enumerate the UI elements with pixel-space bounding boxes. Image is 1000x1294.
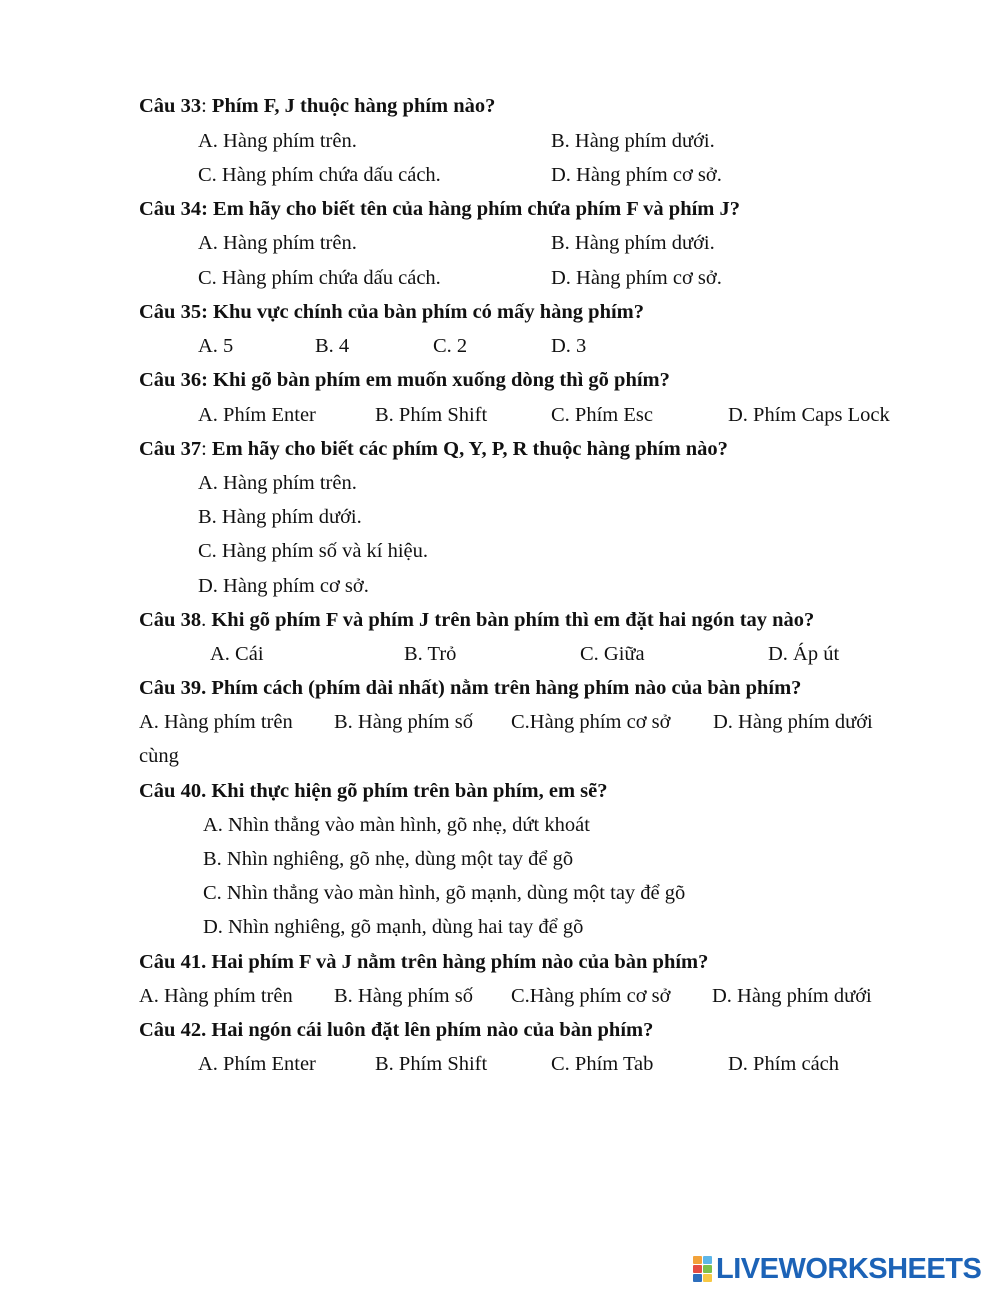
- liveworksheets-mark-icon: [693, 1256, 713, 1282]
- option-d[interactable]: D. Hàng phím dưới: [713, 711, 873, 733]
- logo-square: [693, 1274, 702, 1282]
- question-text: Hai ngón cái luôn đặt lên phím nào của bàn phím?: [206, 1019, 654, 1041]
- option-a[interactable]: A. Phím Enter: [198, 404, 316, 426]
- question-label: Câu 38: [139, 609, 202, 631]
- question-separator: :: [201, 198, 208, 220]
- question-label: Câu 42: [139, 1019, 202, 1041]
- option-b[interactable]: B. Hàng phím dưới.: [551, 130, 715, 152]
- option-d[interactable]: D. Hàng phím cơ sở.: [551, 164, 722, 186]
- question-separator: .: [201, 1019, 207, 1041]
- liveworksheets-logo: [693, 1254, 981, 1284]
- option-c[interactable]: C. Giữa: [580, 643, 645, 665]
- option-b[interactable]: B. Hàng phím dưới.: [551, 232, 715, 254]
- question-separator: .: [201, 677, 207, 699]
- question-40: [139, 778, 608, 804]
- question-label: Câu 40: [139, 780, 202, 802]
- option-a[interactable]: A. Hàng phím trên.: [198, 232, 357, 254]
- question-38: [139, 607, 814, 633]
- logo-square: [693, 1265, 702, 1273]
- question-36: [139, 367, 670, 393]
- option-d[interactable]: D. Phím Caps Lock: [728, 404, 890, 426]
- option-c[interactable]: C. 2: [433, 335, 468, 357]
- question-separator: :: [201, 438, 207, 460]
- option-d[interactable]: D. 3: [551, 335, 587, 357]
- option-d[interactable]: D. Hàng phím dưới: [712, 985, 872, 1007]
- option-a[interactable]: A. Hàng phím trên: [139, 985, 293, 1007]
- question-text: Em hãy cho biết tên của hàng phím chứa phím F và phím J?: [207, 198, 741, 220]
- question-text: Khi thực hiện gõ phím trên bàn phím, em sẽ?: [206, 780, 608, 802]
- option-a[interactable]: A. 5: [198, 335, 234, 357]
- question-label: Câu 34: [139, 198, 202, 220]
- question-separator: .: [201, 951, 207, 973]
- question-separator: :: [201, 301, 208, 323]
- option-d[interactable]: D. Áp út: [768, 643, 840, 665]
- logo-square: [703, 1265, 712, 1273]
- question-separator: .: [201, 609, 207, 631]
- question-label: Câu 36: [139, 369, 202, 391]
- option-a[interactable]: A. Cái: [210, 643, 264, 665]
- option-d[interactable]: D. Hàng phím cơ sở.: [551, 267, 722, 289]
- question-separator: :: [201, 95, 207, 117]
- option-c[interactable]: C. Phím Esc: [551, 404, 653, 426]
- option-c[interactable]: C. Nhìn thẳng vào màn hình, gõ mạnh, dùng một tay để gõ: [203, 882, 686, 904]
- question-text: Khu vực chính của bàn phím có mấy hàng phím?: [207, 301, 644, 323]
- option-d[interactable]: D. Hàng phím cơ sở.: [198, 575, 369, 597]
- liveworksheets-wordmark: LIVEWORKSHEETS: [716, 1253, 982, 1285]
- option-c[interactable]: C.Hàng phím cơ sở: [511, 985, 671, 1007]
- question-37: [139, 436, 728, 462]
- question-33: [139, 93, 495, 119]
- question-label: Câu 41: [139, 951, 202, 973]
- question-42: [139, 1017, 653, 1043]
- question-text: Khi gõ bàn phím em muốn xuống dòng thì gõ phím?: [207, 369, 670, 391]
- option-c[interactable]: C. Phím Tab: [551, 1053, 654, 1075]
- option-b[interactable]: B. Hàng phím số: [334, 711, 473, 733]
- option-b[interactable]: B. Phím Shift: [375, 404, 488, 426]
- question-text: Hai phím F và J nằm trên hàng phím nào của bàn phím?: [206, 951, 709, 973]
- question-text: Em hãy cho biết các phím Q, Y, P, R thuộc hàng phím nào?: [206, 438, 728, 460]
- option-b[interactable]: B. Phím Shift: [375, 1053, 488, 1075]
- option-b[interactable]: B. Nhìn nghiêng, gõ nhẹ, dùng một tay để gõ: [203, 848, 574, 870]
- option-b[interactable]: B. Hàng phím số: [334, 985, 473, 1007]
- option-d[interactable]: D. Phím cách: [728, 1053, 840, 1075]
- question-35: [139, 299, 644, 325]
- option-c[interactable]: C.Hàng phím cơ sở: [511, 711, 671, 733]
- question-label: Câu 37: [139, 438, 202, 460]
- logo-square: [693, 1256, 702, 1264]
- question-text: Phím F, J thuộc hàng phím nào?: [206, 95, 496, 117]
- question-separator: :: [201, 369, 208, 391]
- question-separator: .: [201, 780, 207, 802]
- option-a[interactable]: A. Phím Enter: [198, 1053, 316, 1075]
- option-a[interactable]: A. Hàng phím trên.: [198, 472, 357, 494]
- option-b[interactable]: B. 4: [315, 335, 350, 357]
- question-text: Phím cách (phím dài nhất) nằm trên hàng phím nào của bàn phím?: [206, 677, 802, 699]
- option-b[interactable]: B. Trỏ: [404, 643, 457, 665]
- option-c[interactable]: C. Hàng phím số và kí hiệu.: [198, 540, 429, 562]
- option-d[interactable]: D. Nhìn nghiêng, gõ mạnh, dùng hai tay để gõ: [203, 916, 584, 938]
- question-label: Câu 33: [139, 95, 202, 117]
- option-a[interactable]: A. Hàng phím trên: [139, 711, 293, 733]
- question-label: Câu 39: [139, 677, 202, 699]
- question-41: [139, 949, 708, 975]
- question-39: [139, 675, 801, 701]
- option-c[interactable]: C. Hàng phím chứa dấu cách.: [198, 164, 441, 186]
- option-d-continuation: cùng: [139, 745, 179, 767]
- option-b[interactable]: B. Hàng phím dưới.: [198, 506, 362, 528]
- question-34: [139, 196, 740, 222]
- logo-square: [703, 1274, 712, 1282]
- question-label: Câu 35: [139, 301, 202, 323]
- option-c[interactable]: C. Hàng phím chứa dấu cách.: [198, 267, 441, 289]
- question-text: Khi gõ phím F và phím J trên bàn phím thì em đặt hai ngón tay nào?: [206, 609, 815, 631]
- logo-square: [703, 1256, 712, 1264]
- option-a[interactable]: A. Hàng phím trên.: [198, 130, 357, 152]
- option-a[interactable]: A. Nhìn thẳng vào màn hình, gõ nhẹ, dứt khoát: [203, 814, 590, 836]
